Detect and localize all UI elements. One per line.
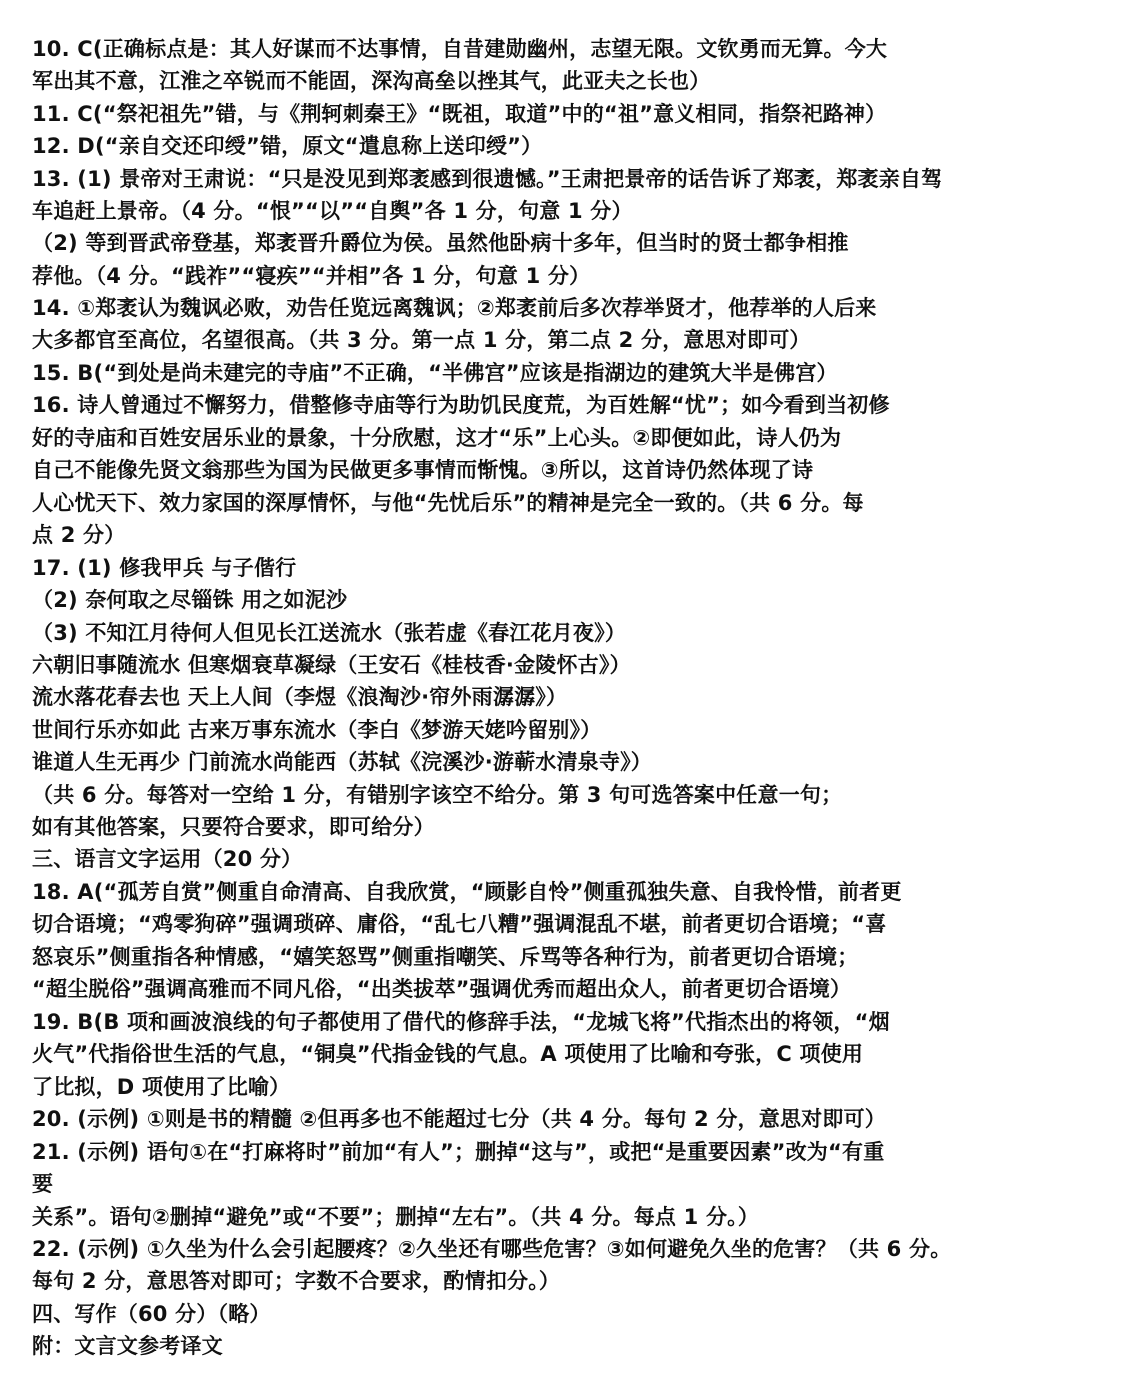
section-heading: 附：文言文参考译文 (32, 1334, 223, 1358)
text-line: 11. C(“祭祀祖先”错，与《荆轲刺秦王》“既祖，取道”中的“祖”意义相同，指祭祀路神） (32, 102, 887, 126)
text-line: 车追赶上景帝。（4 分。“恨”“以”“自舆”各 1 分，句意 1 分） (32, 199, 633, 223)
text-line: 18. A(“孤芳自赏”侧重自命清高、自我欣赏，“顾影自怜”侧重孤独失意、自我怜惜，前者更 (32, 880, 902, 904)
text-line: 每句 2 分，意思答对即可；字数不合要求，酌情扣分。） (32, 1269, 561, 1293)
text-line: 人心忧天下、效力家国的深厚情怀，与他“先忧后乐”的精神是完全一致的。（共 6 分。每 (32, 491, 864, 515)
text-line: 怒哀乐”侧重指各种情感，“嬉笑怒骂”侧重指嘲笑、斥骂等各种行为，前者更切合语境； (32, 945, 859, 969)
text-line: （3) 不知江月待何人但见长江送流水（张若虚《春江花月夜》） (32, 621, 627, 645)
text-line: 如有其他答案，只要符合要求，即可给分） (32, 815, 435, 839)
text-line: 21. (示例) 语句①在“打麻将时”前加“有人”；删掉“这与”，或把“是重要因素”改为“有重 (32, 1140, 885, 1164)
text-line: 14. ①郑袤认为魏讽必败，劝告任览远离魏讽；②郑袤前后多次荐举贤才，他荐举的人后来 (32, 296, 877, 320)
text-line: 要 (32, 1172, 54, 1196)
text-line: 切合语境；“鸡零狗碎”强调琐碎、庸俗，“乱七八糟”强调混乱不堪，前者更切合语境；“喜 (32, 912, 887, 936)
text-line: 20. (示例) ①则是书的精髓 ②但再多也不能超过七分（共 4 分。每句 2 分，意思对即可） (32, 1107, 886, 1131)
text-line: 好的寺庙和百姓安居乐业的景象，十分欣慰，这才“乐”上心头。②即便如此，诗人仍为 (32, 426, 842, 450)
text-line: “超尘脱俗”强调高雅而不同凡俗，“出类拔萃”强调优秀而超出众人，前者更切合语境） (32, 977, 852, 1001)
text-line: 世间行乐亦如此 古来万事东流水（李白《梦游天姥吟留别》） (32, 718, 602, 742)
text-line: 点 2 分） (32, 523, 126, 547)
text-line: （2) 等到晋武帝登基，郑袤晋升爵位为侯。虽然他卧病十多年，但当时的贤士都争相推 (32, 231, 849, 255)
text-line: 13. (1) 景帝对王肃说：“只是没见到郑袤感到很遗憾。”王肃把景帝的话告诉了郑袤，郑袤亲自驾 (32, 167, 943, 191)
text-line: （2) 奈何取之尽锱铢 用之如泥沙 (32, 588, 348, 612)
text-line: 10. C(正确标点是：其人好谋而不达事情，自昔建勋幽州，志望无限。文钦勇而无算。今大 (32, 37, 888, 61)
text-line: 流水落花春去也 天上人间（李煜《浪淘沙·帘外雨潺潺》） (32, 685, 568, 709)
text-line: 军出其不意，江淮之卒锐而不能固，深沟高垒以挫其气，此亚夫之长也） (32, 69, 711, 93)
text-line: 17. (1) 修我甲兵 与子偕行 (32, 556, 297, 580)
text-line: 16. 诗人曾通过不懈努力，借整修寺庙等行为助饥民度荒，为百姓解“忧”；如今看到当初修 (32, 393, 890, 417)
text-line: 火气”代指俗世生活的气息，“铜臭”代指金钱的气息。A 项使用了比喻和夸张，C 项使用 (32, 1042, 864, 1066)
section-heading: 四、写作（60 分）（略） (32, 1302, 271, 1326)
text-line: 大多都官至高位，名望很高。（共 3 分。第一点 1 分，第二点 2 分，意思对即可） (32, 328, 811, 352)
text-line: 关系”。语句②删掉“避免”或“不要”；删掉“左右”。（共 4 分。每点 1 分。） (32, 1205, 760, 1229)
text-line: 19. B(B 项和画波浪线的句子都使用了借代的修辞手法，“龙城飞将”代指杰出的将领，“烟 (32, 1010, 890, 1034)
text-line: 六朝旧事随流水 但寒烟衰草凝绿（王安石《桂枝香·金陵怀古》） (32, 653, 631, 677)
text-line: 谁道人生无再少 门前流水尚能西（苏轼《浣溪沙·游蕲水清泉寺》） (32, 750, 652, 774)
text-line: 自己不能像先贤文翁那些为国为民做更多事情而惭愧。③所以，这首诗仍然体现了诗 (32, 458, 814, 482)
text-line: 12. D(“亲自交还印绶”错，原文“遣息称上送印绶”） (32, 134, 543, 158)
section-heading: 三、语言文字运用（20 分） (32, 847, 303, 871)
text-line: 15. B(“到处是尚未建完的寺庙”不正确，“半佛宫”应该是指湖边的建筑大半是佛宫） (32, 361, 838, 385)
text-line: 22. (示例) ①久坐为什么会引起腰疼？②久坐还有哪些危害？③如何避免久坐的危害？（共 6 分。 (32, 1237, 952, 1261)
text-line: （共 6 分。每答对一空给 1 分，有错别字该空不给分。第 3 句可选答案中任意一句； (32, 783, 843, 807)
text-line: 荐他。（4 分。“践祚”“寝疾”“并相”各 1 分，句意 1 分） (32, 264, 591, 288)
text-line: 了比拟，D 项使用了比喻） (32, 1075, 291, 1099)
